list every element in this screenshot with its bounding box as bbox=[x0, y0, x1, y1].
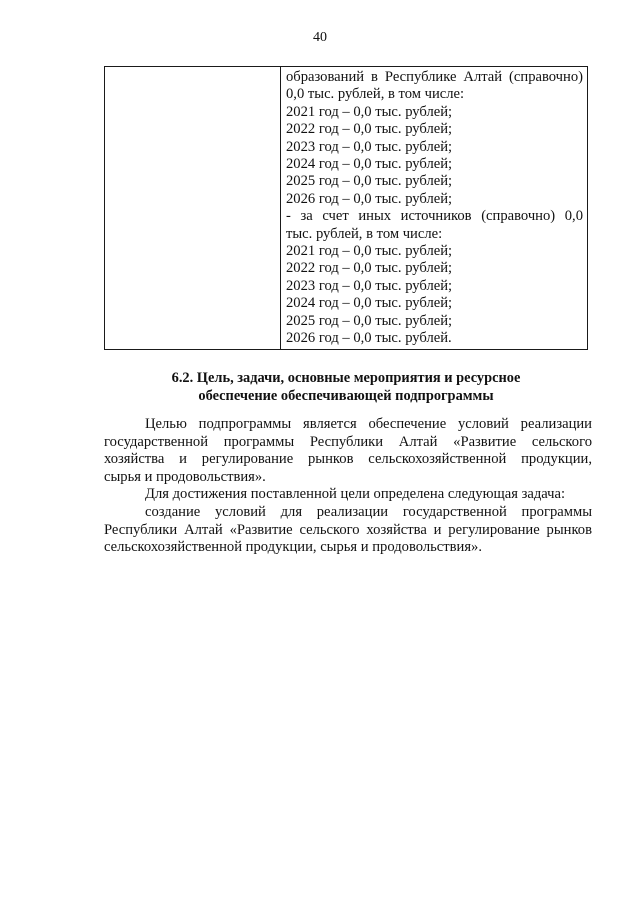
table-cell-line: 2024 год – 0,0 тыс. рублей; bbox=[286, 156, 453, 173]
table-cell-line: 2026 год – 0,0 тыс. рублей; bbox=[286, 190, 453, 207]
section-heading-line: 6.2. Цель, задачи, основные мероприятия и ресурсное bbox=[171, 370, 521, 386]
table-cell-line: 2021 год – 0,0 тыс. рублей; bbox=[286, 103, 453, 120]
section-heading bbox=[104, 370, 588, 405]
table-cell-line: 2022 год – 0,0 тыс. рублей; bbox=[286, 121, 453, 138]
table-cell-line: тыс. рублей, в том числе: bbox=[286, 225, 443, 242]
table-cell-line: 2025 год – 0,0 тыс. рублей; bbox=[286, 312, 453, 329]
paragraph-line: государственной программы Республики Алтай «Развитие сельского bbox=[104, 433, 592, 450]
table-cell-line: 2024 год – 0,0 тыс. рублей; bbox=[286, 295, 453, 312]
table-column-divider bbox=[280, 67, 281, 349]
table-cell-line: 2021 год – 0,0 тыс. рублей; bbox=[286, 243, 453, 260]
section-heading-line: обеспечение обеспечивающей подпрограммы bbox=[198, 387, 494, 404]
page-number: 40 bbox=[313, 30, 327, 45]
paragraph-line: создание условий для реализации государственной программы bbox=[145, 503, 592, 520]
table-cell-line: 2023 год – 0,0 тыс. рублей; bbox=[286, 138, 453, 155]
table-cell-line: - за счет иных источников (справочно) 0,0 bbox=[286, 208, 583, 225]
table-right-cell bbox=[286, 69, 583, 348]
paragraph-line: хозяйства и регулирование рынков сельскохозяйственной продукции, bbox=[104, 451, 592, 468]
table-cell-line: 2023 год – 0,0 тыс. рублей; bbox=[286, 277, 453, 294]
paragraph-line: Целью подпрограммы является обеспечение условий реализации bbox=[145, 416, 592, 432]
table-cell-line: образований в Республике Алтай (справочно) bbox=[286, 69, 583, 85]
paragraph-line: сельскохозяйственной продукции, сырья и продовольствия». bbox=[104, 539, 482, 556]
table-cell-line: 0,0 тыс. рублей, в том числе: bbox=[286, 86, 465, 103]
budget-table bbox=[104, 66, 588, 350]
table-cell-line: 2022 год – 0,0 тыс. рублей; bbox=[286, 260, 453, 277]
table-cell-line: 2025 год – 0,0 тыс. рублей; bbox=[286, 173, 453, 190]
table-cell-line: 2026 год – 0,0 тыс. рублей. bbox=[286, 330, 452, 347]
paragraph-line: сырья и продовольствия». bbox=[104, 468, 266, 485]
paragraph-line: Для достижения поставленной цели определена следующая задача: bbox=[145, 486, 566, 503]
paragraph-line: Республики Алтай «Развитие сельского хозяйства и регулирование рынков bbox=[104, 521, 592, 538]
body-text bbox=[104, 416, 592, 557]
